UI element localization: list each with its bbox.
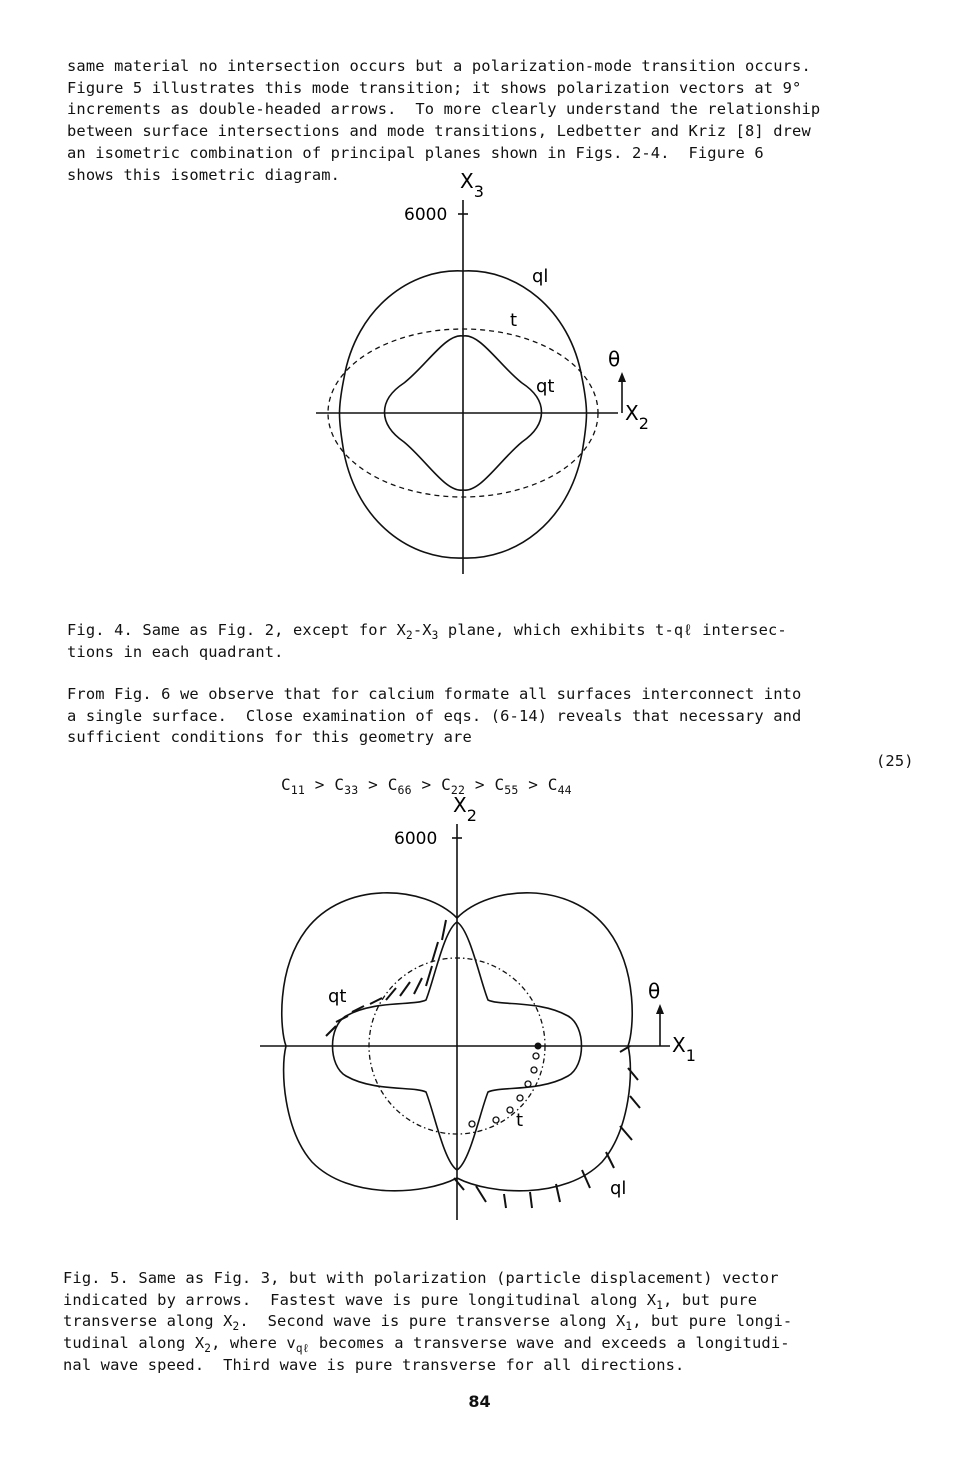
caption-line: tions in each quadrant. xyxy=(67,642,284,661)
fig5-qt-label: qt xyxy=(328,986,347,1007)
eq-relation: > xyxy=(368,774,378,794)
text-line: increments as double-headed arrows. To more clearly understand the relationship xyxy=(67,100,821,119)
fig4-axis-horizontal-label: $X_2$ xyxy=(625,401,649,433)
caption-line: nal wave speed. Third wave is pure transverse for all directions. xyxy=(63,1355,685,1374)
text-line: an isometric combination of principal planes shown in Figs. 2-4. Figure 6 xyxy=(67,143,764,162)
eq-relation: > xyxy=(474,774,485,794)
fig4-ql-label: ql xyxy=(532,266,549,287)
eq-term: $C_{22}$ xyxy=(441,774,466,797)
text-line: Figure 5 illustrates this mode transition; it shows polarization vectors at 9° xyxy=(67,78,802,97)
fig5-axis-point xyxy=(535,1043,542,1050)
caption-text: -X xyxy=(412,620,432,639)
figure-4 xyxy=(300,168,700,588)
caption-sub: 2 xyxy=(405,628,413,642)
eq-term: $C_{55}$ xyxy=(494,774,519,797)
fig4-axis-vertical-label: $X_3$ xyxy=(460,169,484,201)
caption-sub: 3 xyxy=(431,628,439,642)
fig5-caption xyxy=(63,1246,792,1399)
text-line: between surface intersections and mode transitions, Ledbetter and Kriz [8] drew xyxy=(67,122,811,141)
text-line: a single surface. Close examination of eqs. (6-14) reveals that necessary and xyxy=(67,706,802,725)
fig4-theta-arrowhead xyxy=(618,372,626,382)
fig5-axis-horizontal-label: $X_1$ xyxy=(672,1033,696,1065)
fig5-scale-label: 6000 xyxy=(394,829,438,849)
fig4-theta-label: θ xyxy=(608,347,621,371)
caption-line: Fig. 5. Same as Fig. 3, but with polarization (particle displacement) vector xyxy=(63,1268,779,1287)
eq-relation: > xyxy=(314,774,325,794)
figure-5 xyxy=(250,790,720,1230)
fig5-theta-arrowhead xyxy=(656,1004,664,1014)
equation-number: (25) xyxy=(876,752,914,770)
eq-term: $C_{11}$ xyxy=(281,774,305,797)
caption-text: plane, which exhibits t-qℓ intersec- xyxy=(438,620,787,639)
text-line: From Fig. 6 we observe that for calcium formate all surfaces interconnect into xyxy=(67,684,802,703)
fig4-t-label: t xyxy=(510,310,518,331)
eq-term: $C_{66}$ xyxy=(387,774,412,797)
caption-text: Fig. 4. Same as Fig. 2, except for X xyxy=(67,620,406,639)
text-line: shows this isometric diagram. xyxy=(67,165,341,184)
eq-term: $C_{33}$ xyxy=(334,774,359,797)
fig4-scale-label: 6000 xyxy=(404,205,448,225)
eq-term: $C_{44}$ xyxy=(547,774,572,797)
caption-line: transverse along $X_2$. Second wave is pure transverse along $X_1$, but pure longi- xyxy=(63,1312,793,1334)
text-line: sufficient conditions for this geometry are xyxy=(67,728,472,747)
text-line: same material no intersection occurs but a polarization-mode transition occurs. xyxy=(67,56,811,75)
fig5-qt-arrows xyxy=(326,920,446,1036)
fig4-qt-label: qt xyxy=(536,376,555,397)
caption-line: tudinal along $X_2$, where $v_{q\ell}$ becomes a transverse wave and exceeds a longitudi- xyxy=(63,1334,790,1356)
fig5-theta-label: θ xyxy=(648,979,661,1003)
eq-relation: > xyxy=(528,774,538,794)
caption-line: indicated by arrows. Fastest wave is pure longitudinal along $X_1$, but pure xyxy=(63,1290,758,1312)
caption-line xyxy=(67,620,787,642)
fig5-ql-label: ql xyxy=(610,1178,627,1199)
page-number: 84 xyxy=(468,1392,491,1411)
fig5-t-label: t xyxy=(516,1110,524,1131)
eq-relation: > xyxy=(421,774,432,794)
fig5-axis-vertical-label: $X_2$ xyxy=(453,793,477,825)
